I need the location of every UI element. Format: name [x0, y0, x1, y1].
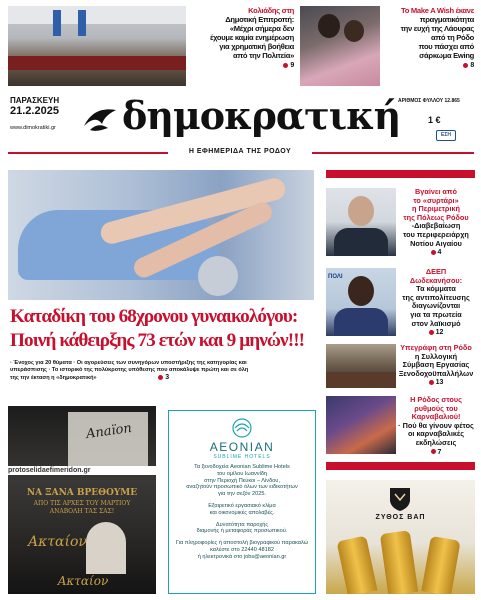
top-left-line: Δημοτική Επιτροπή:	[225, 15, 294, 24]
aeonian-text: ή ηλεκτρονικά στο jobs@aeonian.gr	[197, 553, 287, 560]
aeonian-text: Για πληροφορίες ή αποστολή βιογραφικού παρακαλώ	[175, 540, 309, 547]
logo-bird-icon	[82, 104, 120, 136]
watermark: protoselidaefimeridon.gr	[8, 466, 156, 475]
aeonian-p3	[169, 522, 315, 536]
lead-sub-line: της την έκταση η «δημοκρατική»	[10, 375, 97, 381]
lead-sub-line: υπεράσπισης · Το ιστορικό της πολύκροτης υπόθεσης που αποκάλυψε πρώτη και σε όλη	[10, 367, 249, 373]
sidebar-top-bar	[326, 170, 475, 178]
sidebar-photo-4	[326, 396, 396, 454]
sidebar-line: οι καρναβαλικές	[407, 429, 465, 439]
left-ad-script: Ακταίον	[28, 534, 87, 550]
sidebar-line: διαγωνίζονται	[411, 301, 461, 311]
sidebar-line: Καρναβαλιού!	[411, 412, 461, 422]
weekday: ΠΑΡΑΣΚΕΥΗ	[10, 96, 60, 105]
top-right-line: που πάσχει από	[418, 42, 474, 51]
aeonian-p1	[169, 464, 315, 498]
aeonian-text: Εξαιρετικό εργασιακό κλίμα	[208, 502, 276, 509]
page-ref: 13	[429, 379, 444, 386]
page-ref: 9	[283, 62, 294, 69]
sidebar-line: Βγαίνει από	[415, 187, 457, 196]
beer-ad[interactable]	[326, 480, 475, 594]
sidebar-bottom-bar	[326, 462, 475, 470]
left-ad[interactable]	[8, 406, 156, 594]
sidebar-line: -Διαβεβαίωση	[411, 221, 461, 231]
sidebar-line: Δωδεκανήσου:	[409, 275, 463, 285]
left-ad-sign: Anaïon	[85, 420, 133, 443]
top-right-line: την ευχή της Λάουρας	[400, 24, 474, 33]
aeonian-p4	[169, 540, 315, 560]
page-ref: 8	[463, 62, 474, 69]
sidebar-line: Σύμβαση Εργασίας	[402, 360, 470, 370]
sidebar-line: το «συρτάρι»	[413, 195, 459, 205]
beer-brand: ΖΥΘΟΣ ΒΑΠ	[375, 514, 426, 521]
left-ad-title-3: ΑΝΑΒΟΛΗ ΤΑΣ ΣΑΣ!	[49, 508, 115, 515]
sidebar-line: ΔΕΕΠ	[425, 267, 447, 276]
page-ref: 4	[431, 249, 442, 256]
top-left-line: Κολιάδης στη	[248, 6, 294, 15]
website[interactable]: www.dimokratiki.gr	[10, 125, 56, 131]
sidebar-line: για τα πρωτεία	[410, 309, 462, 319]
aeonian-text: Δυνατότητα παροχής	[215, 521, 269, 528]
sidebar-line: Ξενοδοχοϋπαλλήλων	[398, 368, 474, 378]
issue-number: ΑΡΙΘΜΟΣ ΦΥΛΛΟΥ 12.865	[398, 98, 460, 104]
left-ad-title-1: ΝΑ ΞΑΝΑ ΒΡΕΘΟΥΜΕ	[26, 488, 138, 498]
logo[interactable]: δημοκρατική	[122, 93, 401, 138]
sidebar-photo-1	[326, 188, 396, 256]
aeonian-text: στην Περιοχή Πεύκοι – Λίνδου,	[204, 477, 280, 484]
top-left-line: «Μέχρι σήμερα δεν	[229, 24, 294, 33]
top-left-line: έχουμε καμία ενημέρωση	[209, 33, 294, 42]
aeonian-ad[interactable]	[168, 410, 316, 594]
top-left-line: από την Πολιτεία»	[233, 51, 294, 60]
date: 21.2.2025	[10, 105, 59, 117]
page-ref: 12	[429, 329, 444, 336]
sidebar-line: Τα κόμματα	[416, 284, 456, 294]
top-left-photo	[8, 6, 186, 86]
top-right-photo	[300, 6, 380, 86]
aeonian-logo-icon	[231, 417, 253, 439]
sidebar-photo-3	[326, 344, 396, 388]
sidebar-line: Η Ρόδος στους	[410, 395, 462, 404]
top-right-line: To Make A Wish έκανε	[400, 6, 474, 15]
sidebar-photo-2-label: ΠΟΛΙ	[328, 274, 343, 280]
lead-subhead	[10, 360, 320, 382]
aeonian-sub: SUBLIME HOTELS	[213, 454, 271, 460]
sidebar-line: η Συλλογική	[414, 351, 458, 361]
aeonian-text: διαμονής ή μεταφοράς προσωπικού.	[196, 528, 288, 535]
lead-headline-2[interactable]: Ποινή κάθειρξης 73 ετών και 9 μηνών!!!	[10, 330, 305, 351]
sidebar-line: του περιφερειάρχη	[403, 229, 469, 239]
sidebar-line: της αντιπολίτευσης	[402, 292, 470, 302]
aeonian-text: για την σεζόν 2025.	[218, 491, 266, 498]
sidebar-story-4[interactable]	[398, 396, 474, 457]
esh-badge-label: ΕΣΗ	[441, 132, 451, 138]
sidebar-line: Υπεγράφη στη Ρόδο	[400, 343, 472, 352]
beer-crest-icon	[388, 486, 412, 512]
aeonian-text: και οικονομικές απολαβές.	[209, 509, 275, 516]
lead-photo	[8, 170, 314, 300]
aeonian-brand: AEONIAN	[209, 440, 275, 454]
page-ref: 7	[431, 449, 442, 456]
aeonian-text: αναζητούν προσωπικό όλων των ειδικοτήτων	[186, 484, 298, 491]
aeonian-text: καλέστε στο 22440 48182	[210, 546, 274, 553]
sidebar-line: η Περιμετρική	[411, 204, 460, 214]
top-right-line: από τη Ρόδο	[430, 33, 474, 42]
masthead-rule-right	[312, 152, 474, 154]
sidebar-line: Νοτίου Αιγαίου	[410, 238, 462, 248]
esh-badge	[436, 130, 456, 141]
masthead-rule-left	[8, 152, 168, 154]
sidebar-line: εκδηλώσεις	[415, 437, 457, 447]
sidebar-story-1[interactable]	[398, 188, 474, 258]
aeonian-text: του ομίλου Ιωαννίδη	[216, 470, 268, 477]
tagline: Η ΕΦΗΜΕΡΙΔΑ ΤΗΣ ΡΟΔΟΥ	[188, 148, 292, 155]
top-right-line: πραγματικότητα	[419, 15, 474, 24]
sidebar-story-2[interactable]	[398, 268, 474, 338]
page-ref: 3	[158, 374, 169, 381]
sidebar-line: ρυθμούς του	[414, 403, 458, 413]
sidebar-photo-2	[326, 268, 396, 336]
sidebar-line: στον λαϊκισμό	[411, 318, 461, 328]
left-ad-title-2: ΑΠΟ ΤΙΣ ΑΡΧΕΣ ΤΟΥ ΜΑΡΤΙΟΥ	[33, 500, 131, 507]
sidebar-line: · Πού θα γίνουν φέτος	[398, 420, 474, 430]
left-ad-bottom: Ακταίον	[57, 574, 109, 588]
masthead-date	[10, 96, 90, 131]
aeonian-text: Τα ξενοδοχεία Aeonian Sublime Hotels	[194, 464, 290, 470]
top-left-story[interactable]	[190, 6, 294, 70]
lead-sub-line: · Ένοχος για 20 θύματα · Οι αγορεύσεις των συνηγόρων υποστήριξης της κατηγορίας και	[10, 360, 247, 366]
sidebar-story-3[interactable]	[398, 344, 474, 388]
aeonian-p2	[169, 503, 315, 517]
top-right-line: σάρκωμα Ewing	[419, 51, 474, 60]
top-left-line: για χρηματική βοήθεια	[219, 42, 294, 51]
top-right-story[interactable]	[384, 6, 474, 70]
price: 1 €	[428, 115, 441, 125]
sidebar-line: της Πόλεως Ρόδου	[403, 212, 469, 222]
lead-headline-1[interactable]: Καταδίκη του 68χρονου γυναικολόγου:	[10, 306, 298, 327]
